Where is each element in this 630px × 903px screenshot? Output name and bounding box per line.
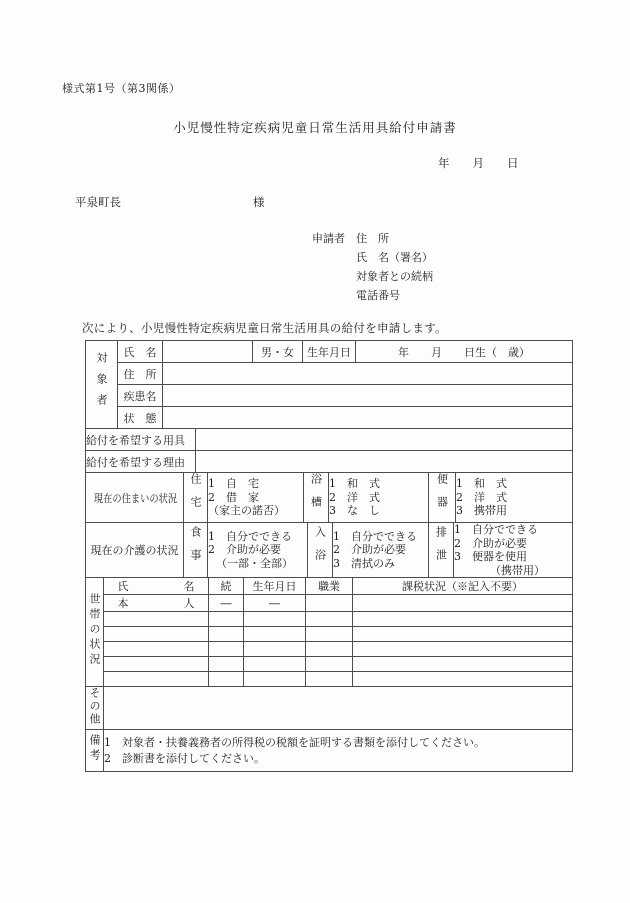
subject-disease-field [163,385,573,407]
subject-sex-label: 男・女 [253,341,303,363]
household-header-name: 氏 名 [104,578,209,595]
table-row [86,612,573,627]
page-title: 小児慢性特定疾病児童日常生活用具給付申請書 [173,120,457,135]
housing-table [85,472,573,523]
household-self-relation: ― [209,595,244,612]
addressee-honorific: 様 [253,195,265,209]
applicant-block [312,229,433,305]
form-code: 様式第1号（第3関係） [62,82,181,95]
household-group-label: 世帯の状況 [88,593,101,668]
care-bathing-head: 入浴 [308,523,333,578]
remarks-note-2: 2 診断書を添付してください。 [104,751,265,765]
option-line: 3 な し [329,504,380,518]
option-line: 1 自分でできる [454,523,538,536]
care-meal-head: 食事 [184,523,208,578]
housing-house-options [208,473,304,523]
household-header-job: 職業 [306,578,353,595]
household-header-birth: 生年月日 [244,578,306,595]
applicant-relation-line: 対象者との続柄 [356,270,433,283]
request-reason-label: 給付を希望する理由 [86,451,196,473]
remarks-label-cell [86,730,104,772]
housing-bath-head: 浴槽 [304,473,329,523]
option-line: （家主の諾否） [208,504,285,518]
other-label: その他 [88,687,101,726]
care-table [85,522,573,578]
option-line: 3 清拭のみ [333,556,395,570]
housing-bath-options [329,473,429,523]
applicant-address-line: 申請者 住 所 [312,232,389,245]
subject-birth-label: 生年月日 [303,341,356,363]
household-table [85,577,573,687]
option-line: （携帯用） [490,563,545,577]
option-line: 3 携帯用 [456,504,507,518]
intro-sentence: 次により、小児慢性特定疾病児童日常生活用具の給付を申請します。 [82,321,447,335]
option-line: 2 洋 式 [329,490,380,504]
remarks-note-1: 1 対象者・扶養義務者の所得税の税額を証明する書類を添付してください。 [104,735,485,749]
option-line: 1 自分でできる [208,529,292,543]
subject-group-cell [86,341,118,429]
remarks-label: 備考 [88,734,101,764]
household-self-tax [353,595,573,612]
option-line: 1 和 式 [456,477,507,491]
other-label-cell [86,687,104,730]
option-line: 2 洋 式 [456,490,507,504]
care-excretion-head: 排泄 [429,523,454,578]
request-item-field [196,429,573,451]
care-label: 現在の介護の状況 [86,523,184,578]
table-row [86,657,573,672]
date-line: 年 月 日 [438,156,519,170]
addressee: 平泉町長 [75,195,121,209]
table-row [86,627,573,642]
option-line: 1 和 式 [329,477,380,491]
household-header-relation: 続 [209,578,244,595]
care-excretion-options [454,523,573,578]
household-group-cell [86,578,104,687]
option-line: 2 介助が必要 [208,543,281,557]
other-table [85,686,573,730]
request-table [85,428,573,473]
household-self-job [306,595,353,612]
care-bathing-options [333,523,429,578]
household-self-birth: ― [244,595,306,612]
subject-name-label: 氏 名 [118,341,163,363]
subject-table [85,340,573,429]
subject-address-field [163,363,573,385]
care-meal-options [208,523,308,578]
subject-address-label: 住 所 [118,363,163,385]
applicant-name-line: 氏 名（署名） [356,251,433,264]
subject-condition-field [163,407,573,429]
option-line: 2 介助が必要 [454,536,527,550]
option-line: （一部・全部） [216,556,293,570]
form-table [85,340,572,772]
housing-toilet-options [456,473,573,523]
request-item-label: 給付を希望する用具 [86,429,196,451]
remarks-content [104,730,573,772]
housing-house-head: 住宅 [184,473,208,523]
other-field [104,687,573,730]
subject-group-label: 対象者 [95,351,108,415]
housing-label: 現在の住まいの状況 [86,473,184,523]
table-row [86,642,573,657]
table-row [86,595,573,612]
request-reason-field [196,451,573,473]
household-header-tax: 課税状況（※記入不要） [353,578,573,595]
subject-birth-field: 年 月 日生（ 歳） [356,341,573,363]
housing-toilet-head: 便器 [429,473,456,523]
subject-disease-label: 疾患名 [118,385,163,407]
remarks-table [85,729,573,772]
subject-name-field [163,341,253,363]
option-line: 1 自分でできる [333,529,417,543]
option-line: 2 借 家 [208,490,259,504]
option-line: 3 便器を使用 [454,550,527,563]
household-self-name: 本 人 [104,595,209,612]
subject-condition-label: 状 態 [118,407,163,429]
table-row [86,672,573,687]
applicant-phone-line: 電話番号 [356,289,400,302]
addressee-row [75,194,265,210]
option-line: 1 自 宅 [208,477,259,491]
option-line: 2 介助が必要 [333,543,406,557]
